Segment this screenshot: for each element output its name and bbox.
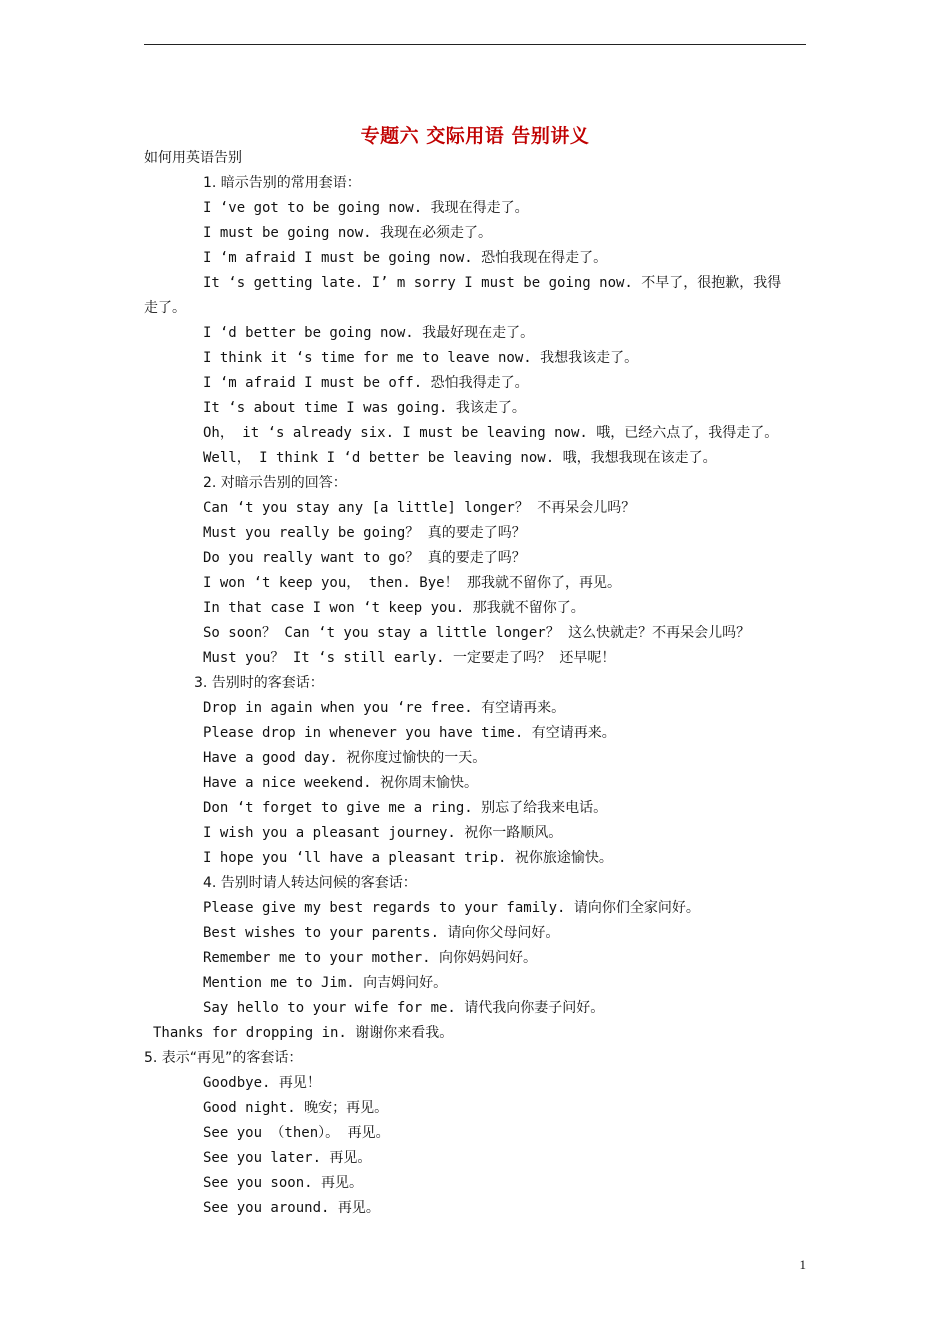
text-line: 1. 暗示告别的常用套语： xyxy=(203,175,361,191)
text-line: I ‘m afraid I must be off. 恐怕我得走了。 xyxy=(203,375,529,391)
text-line: Please drop in whenever you have time. 有空请再来。 xyxy=(203,725,616,741)
text-line: I ‘ve got to be going now. 我现在得走了。 xyxy=(203,200,529,216)
text-line: Can ‘t you stay any [a little] longer？ 不再呆会儿吗？ xyxy=(203,500,636,516)
text-line: Have a good day. 祝你度过愉快的一天。 xyxy=(203,750,487,766)
text-line: 走了。 xyxy=(144,300,186,316)
text-line: It ‘s about time I was going. 我该走了。 xyxy=(203,400,526,416)
text-line: Say hello to your wife for me. 请代我向你妻子问好。 xyxy=(203,1000,605,1016)
text-line: It ‘s getting late. I’ m sorry I must be going now. 不早了，很抱歉，我得 xyxy=(203,275,782,291)
text-line: Must you？ It ‘s still early. 一定要走了吗？ 还早呢！ xyxy=(203,650,616,666)
text-line: Drop in again when you ‘re free. 有空请再来。 xyxy=(203,700,566,716)
page-number: 1 xyxy=(799,1257,806,1272)
text-line: I think it ‘s time for me to leave now. 我想我该走了。 xyxy=(203,350,639,366)
text-line: 如何用英语告别 xyxy=(144,150,242,166)
text-line: See you （then）。 再见。 xyxy=(203,1125,390,1141)
text-line: I hope you ‘ll have a pleasant trip. 祝你旅途愉快。 xyxy=(203,850,613,866)
text-line: Well， I think I ‘d better be leaving now. 哦，我想我现在该走了。 xyxy=(203,450,717,466)
text-line: 3. 告别时的客套话： xyxy=(194,675,324,691)
text-line: See you soon. 再见。 xyxy=(203,1175,364,1191)
text-line: Must you really be going？ 真的要走了吗？ xyxy=(203,525,526,541)
text-line: 2. 对暗示告别的回答： xyxy=(203,475,347,491)
text-line: I won ‘t keep you， then. Bye！ 那我就不留你了，再见。 xyxy=(203,575,622,591)
text-line: Remember me to your mother. 向你妈妈问好。 xyxy=(203,950,538,966)
text-line: 5. 表示“再见”的客套话： xyxy=(144,1050,303,1066)
text-line: I must be going now. 我现在必须走了。 xyxy=(203,225,493,241)
text-line: Best wishes to your parents. 请向你父母问好。 xyxy=(203,925,560,941)
text-line: Do you really want to go？ 真的要走了吗？ xyxy=(203,550,526,566)
text-line: In that case I won ‘t keep you. 那我就不留你了。 xyxy=(203,600,585,616)
text-line: Mention me to Jim. 向吉姆问好。 xyxy=(203,975,448,991)
text-line: See you around. 再见。 xyxy=(203,1200,380,1216)
text-line: Oh， it ‘s already six. I must be leaving now. 哦，已经六点了，我得走了。 xyxy=(203,425,779,441)
text-line: 4. 告别时请人转达问候的客套话： xyxy=(203,875,417,891)
text-line: Goodbye. 再见！ xyxy=(203,1075,321,1091)
text-line: I wish you a pleasant journey. 祝你一路顺风。 xyxy=(203,825,563,841)
text-line: So soon？ Can ‘t you stay a little longer？ 这么快就走？不再呆会儿吗？ xyxy=(203,625,751,641)
text-line: Have a nice weekend. 祝你周末愉快。 xyxy=(203,775,479,791)
text-line: Please give my best regards to your family. 请向你们全家问好。 xyxy=(203,900,700,916)
text-line: See you later. 再见。 xyxy=(203,1150,372,1166)
text-line: I ‘m afraid I must be going now. 恐怕我现在得走了。 xyxy=(203,250,608,266)
page-title: 专题六 交际用语 告别讲义 xyxy=(360,125,590,147)
text-line: Good night. 晚安；再见。 xyxy=(203,1100,389,1116)
text-line: Thanks for dropping in. 谢谢你来看我。 xyxy=(153,1025,454,1041)
text-line: I ‘d better be going now. 我最好现在走了。 xyxy=(203,325,535,341)
text-line: Don ‘t forget to give me a ring. 别忘了给我来电话。 xyxy=(203,800,608,816)
